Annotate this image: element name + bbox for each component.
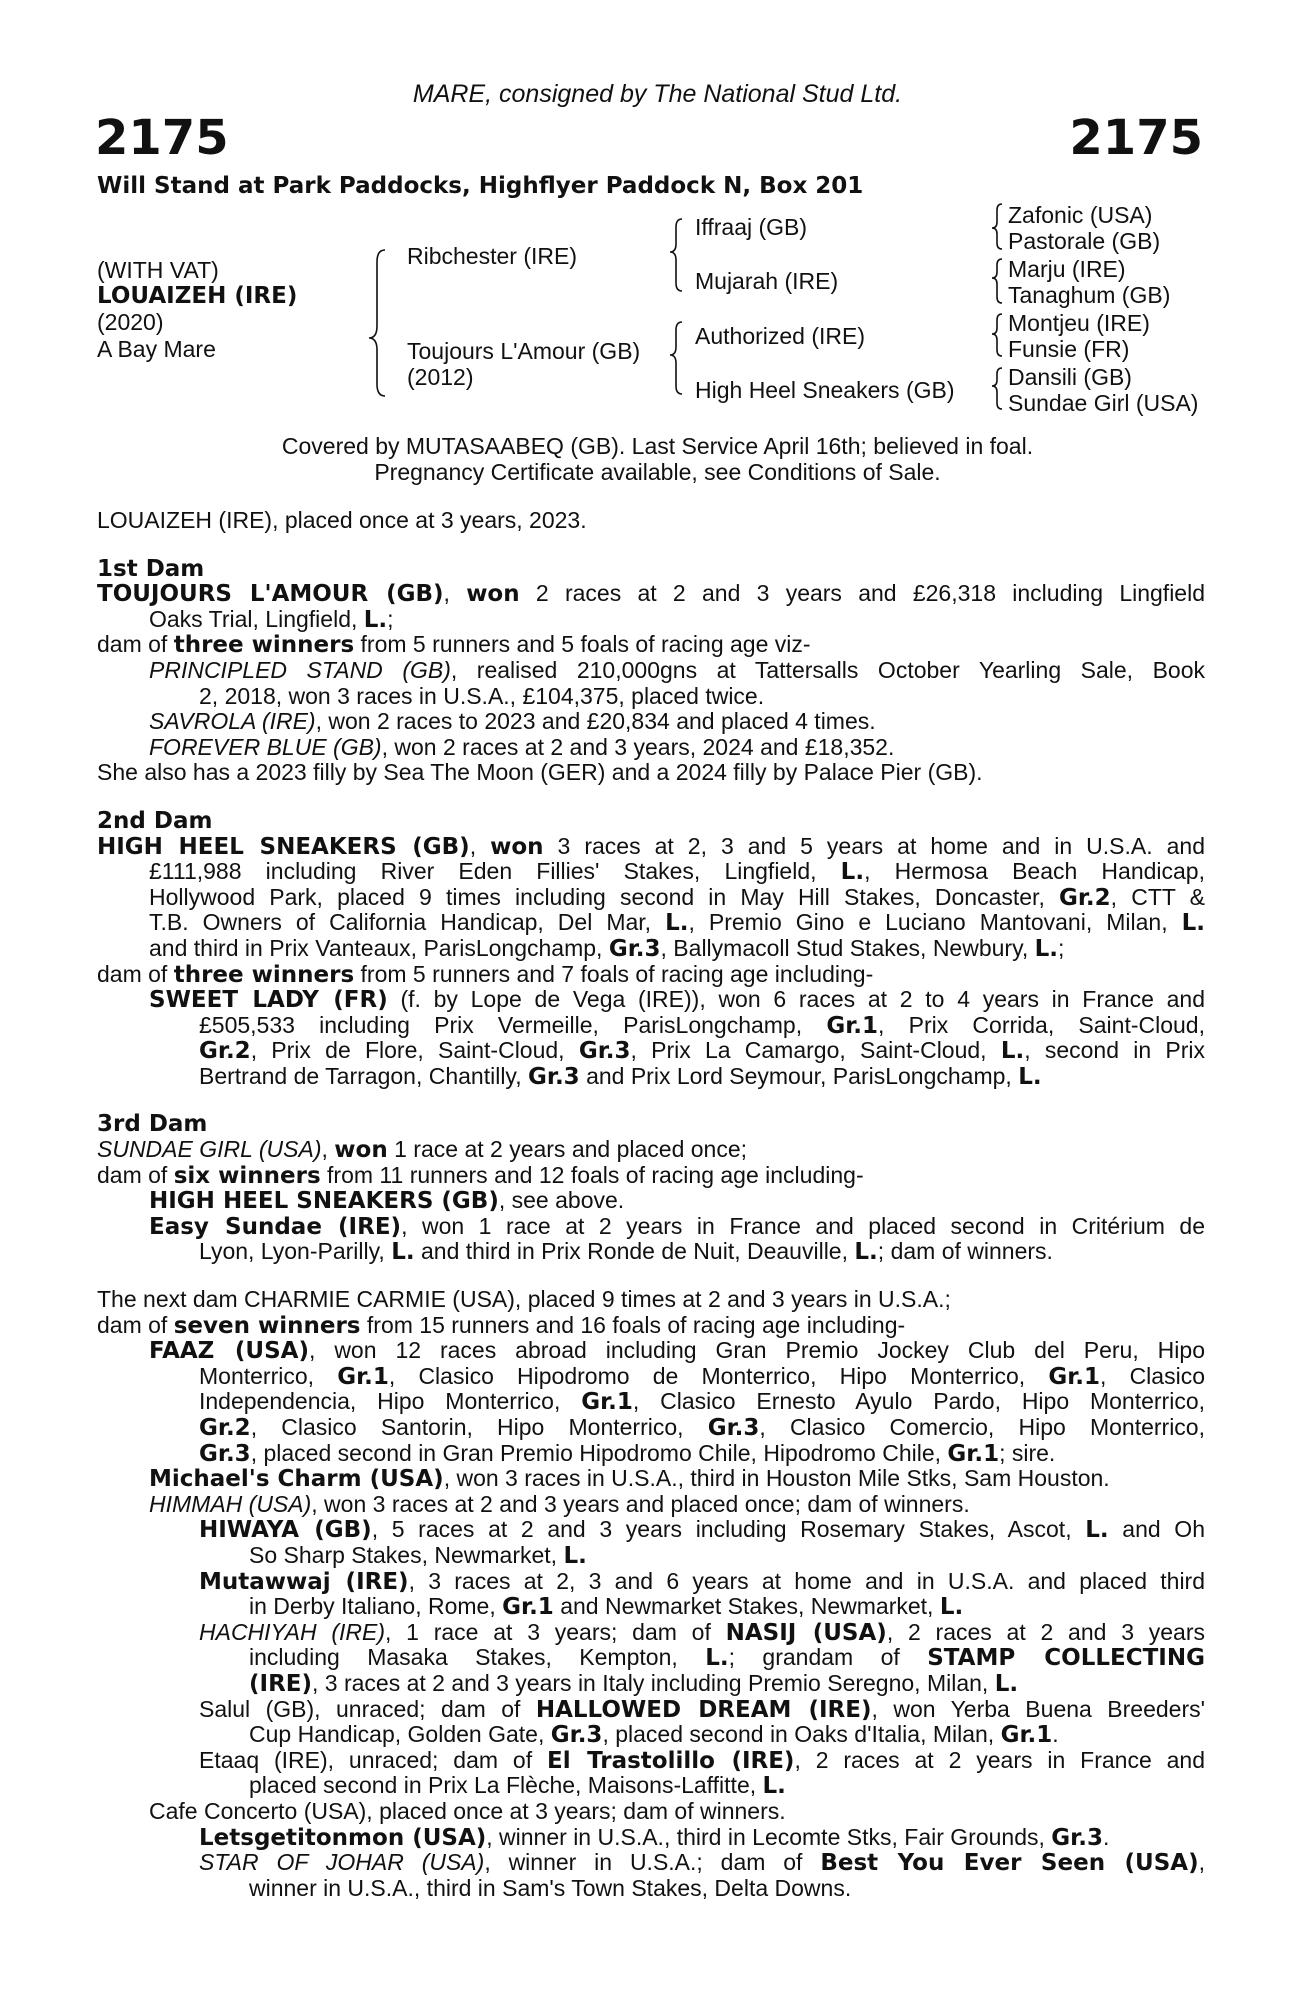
text-segment: , Premio Gino e Luciano Mantovani, Milan,	[688, 909, 1182, 936]
text-segment: Gr.1	[1048, 1363, 1101, 1390]
text-line	[97, 760, 1205, 786]
text-segment: SAVROLA (IRE)	[149, 708, 316, 735]
text-segment: Gr.2	[1058, 884, 1111, 911]
text-segment: Cafe Concerto (USA), placed once at 3 years; dam of winners.	[149, 1797, 786, 1824]
text-segment: dam of	[97, 1311, 174, 1338]
text-segment: PRINCIPLED STAND (GB)	[149, 656, 451, 683]
text-segment: Bertrand de Tarragon, Chantilly,	[199, 1062, 528, 1089]
text-segment: HIGH HEEL SNEAKERS (GB)	[149, 1188, 499, 1215]
text-segment: , Clasico	[1100, 1362, 1205, 1389]
text-segment: from 11 runners and 12 foals of racing age including-	[320, 1161, 864, 1188]
text-line	[97, 1645, 1205, 1671]
text-line	[97, 709, 1205, 735]
text-segment: in Derby Italiano, Rome,	[249, 1593, 503, 1620]
horse-name: LOUAIZEH (IRE)	[97, 283, 298, 309]
dam-sire: Authorized (IRE)	[695, 323, 866, 349]
text-segment: Independencia, Hipo Monterrico,	[199, 1388, 582, 1415]
lot-number-left: 2175	[95, 110, 229, 166]
covered-line-2: Pregnancy Certificate available, see Conditions of Sale.	[374, 459, 941, 485]
covered-line-1: Covered by MUTASAABEQ (GB). Last Service April 16th; believed in foal.	[281, 433, 1034, 459]
text-segment: , Prix Corrida, Saint-Cloud,	[878, 1011, 1205, 1038]
ancestor-dsd: Funsie (FR)	[1008, 336, 1130, 362]
catalogue-body	[97, 508, 1205, 1901]
text-segment: , won 1 race at 2 years in France and placed second in Critérium de	[401, 1212, 1205, 1239]
text-segment: , Clasico Comercio, Hipo Monterrico,	[759, 1414, 1205, 1440]
text-segment: Monterrico,	[199, 1362, 338, 1389]
text-segment: Gr.1	[581, 1389, 633, 1416]
text-segment: , Prix de Flore, Saint-Cloud,	[250, 1037, 579, 1064]
text-line	[97, 1064, 1205, 1090]
text-line	[97, 834, 1205, 860]
text-segment: , won Yerba Buena Breeders'	[871, 1695, 1205, 1722]
text-segment: £111,988 including River Eden Fillies' Stakes, Lingfield,	[149, 858, 841, 885]
sire-dam: Mujarah (IRE)	[695, 268, 839, 294]
paragraph-gap	[97, 1089, 1205, 1111]
text-segment: Gr.3	[1051, 1824, 1103, 1851]
text-segment: HIGH HEEL SNEAKERS (GB)	[97, 833, 470, 860]
dam-dam: High Heel Sneakers (GB)	[695, 377, 955, 403]
text-segment: Oaks Trial, Lingfield,	[149, 605, 364, 632]
text-line	[97, 987, 1205, 1013]
text-segment: ; grandam of	[728, 1644, 928, 1671]
text-line	[97, 1415, 1205, 1441]
text-line	[97, 658, 1205, 684]
text-segment: Gr.3	[608, 935, 661, 962]
text-segment: 1 race at 2 years and placed once;	[387, 1136, 748, 1163]
text-segment: L.	[705, 1645, 729, 1672]
ancestor-dds: Dansili (GB)	[1008, 364, 1132, 390]
text-segment: L.	[1181, 910, 1205, 937]
text-line	[97, 1287, 1205, 1313]
text-line	[97, 936, 1205, 962]
text-segment: , 3 races at 2 and 3 years in Italy including Premio Seregno, Milan,	[312, 1669, 995, 1696]
text-segment: Gr.3	[550, 1722, 603, 1749]
text-segment: , CTT &	[1110, 883, 1205, 910]
text-segment: , 1 race at 3 years; dam of	[385, 1618, 726, 1645]
text-segment: HIWAYA (GB)	[199, 1517, 372, 1544]
text-line	[97, 859, 1205, 885]
text-segment: .	[1102, 1823, 1110, 1850]
text-segment: Gr.1	[826, 1012, 879, 1039]
text-segment: won	[466, 581, 520, 608]
text-segment: FAAZ (USA)	[149, 1338, 309, 1365]
text-line	[97, 1876, 1205, 1902]
ancestor-sss: Zafonic (USA)	[1008, 202, 1153, 228]
text-line	[97, 607, 1205, 633]
text-segment: Letsgetitonmon (USA)	[199, 1824, 487, 1851]
text-segment: HIMMAH (USA)	[149, 1490, 312, 1517]
text-segment: three winners	[173, 961, 355, 988]
text-segment: Gr.1	[337, 1363, 389, 1390]
text-segment: three winners	[173, 632, 355, 659]
text-segment: , 2 races at 2 and 3 years	[886, 1618, 1205, 1645]
text-line	[97, 1441, 1205, 1467]
text-segment: ,	[1198, 1849, 1205, 1876]
text-segment: ;	[1058, 934, 1065, 961]
text-segment: , won 12 races abroad including Gran Premio Jockey Club del Peru, Hipo	[308, 1337, 1205, 1364]
text-line	[97, 1214, 1205, 1240]
ancestor-ssd: Pastorale (GB)	[1008, 228, 1161, 254]
stabling-location: Will Stand at Park Paddocks, Highflyer Paddock N, Box 201	[97, 173, 864, 199]
text-segment: won	[490, 833, 544, 860]
text-segment: , 3 races at 2, 3 and 6 years at home and in U.S.A. and placed third	[408, 1567, 1206, 1594]
text-line	[97, 1013, 1205, 1039]
text-segment: and Prix Lord Seymour, ParisLongchamp,	[579, 1062, 1019, 1089]
text-segment: Gr.1	[947, 1440, 1000, 1467]
consignor-line: MARE, consigned by The National Stud Ltd.	[412, 80, 903, 108]
text-segment: The next dam CHARMIE CARMIE (USA), placed 9 times at 2 and 3 years in U.S.A.;	[97, 1286, 951, 1313]
ancestor-sds: Marju (IRE)	[1008, 256, 1126, 282]
text-segment: dam of	[97, 1161, 174, 1188]
text-line	[97, 1239, 1205, 1265]
text-segment: Cup Handicap, Golden Gate,	[249, 1721, 551, 1748]
text-line	[97, 632, 1205, 658]
text-segment: Mutawwaj (IRE)	[199, 1568, 409, 1595]
text-line	[97, 1389, 1205, 1415]
text-segment: , Hermosa Beach Handicap,	[864, 858, 1205, 885]
text-segment: HALLOWED DREAM (IRE)	[535, 1696, 872, 1723]
text-segment: and Newmarket Stakes, Newmarket,	[553, 1593, 940, 1620]
text-segment: from 5 runners and 5 foals of racing age viz-	[354, 631, 811, 658]
covered-note	[0, 433, 1315, 485]
text-segment: TOUJOURS L'AMOUR (GB)	[97, 581, 444, 608]
text-segment: Gr.3	[199, 1440, 251, 1467]
text-segment: 2 races at 2 and 3 years and £26,318 including Lingfield	[519, 580, 1205, 607]
text-segment: She also has a 2023 filly by Sea The Moon (GER) and a 2024 filly by Palace Pier (GB).	[97, 759, 983, 786]
text-segment: Hollywood Park, placed 9 times including second in May Hill Stakes, Doncaster,	[149, 883, 1059, 910]
text-segment: L.	[363, 606, 388, 633]
text-line	[97, 735, 1205, 761]
text-segment: Easy Sundae (IRE)	[149, 1213, 402, 1240]
ancestor-sdd: Tanaghum (GB)	[1008, 282, 1171, 308]
text-segment: L.	[762, 1773, 786, 1800]
text-segment: 3 races at 2, 3 and 5 years at home and in U.S.A. and	[543, 832, 1206, 859]
vat-note: (WITH VAT)	[97, 257, 219, 283]
text-segment: dam of	[97, 631, 174, 658]
ancestor-dss: Montjeu (IRE)	[1008, 310, 1150, 336]
text-segment: 3rd Dam	[97, 1111, 208, 1138]
text-segment: LOUAIZEH (IRE), placed once at 3 years, 2023.	[97, 507, 587, 533]
text-segment: 2, 2018, won 3 races in U.S.A., £104,375, placed twice.	[199, 682, 765, 709]
text-line	[97, 1313, 1205, 1339]
text-segment: , winner in U.S.A.; dam of	[484, 1849, 821, 1876]
text-segment: HACHIYAH (IRE)	[199, 1618, 386, 1645]
text-segment: L.	[994, 1670, 1019, 1697]
text-segment: £505,533 including Prix Vermeille, ParisLongchamp,	[199, 1011, 827, 1038]
text-line	[97, 1799, 1205, 1825]
text-line	[97, 1850, 1205, 1876]
text-segment: Gr.3	[707, 1415, 760, 1441]
text-segment: Etaaq (IRE), unraced; dam of	[199, 1746, 547, 1773]
dam-name: Toujours L'Amour (GB)	[407, 338, 641, 364]
text-segment: , won 3 races in U.S.A., third in Houston Mile Stks, Sam Houston.	[443, 1465, 1110, 1492]
text-segment: , winner in U.S.A., third in Lecomte Stks, Fair Grounds,	[486, 1823, 1052, 1850]
text-segment: , Clasico Ernesto Ayulo Pardo, Hipo Monterrico,	[632, 1388, 1206, 1415]
text-segment: from 5 runners and 7 foals of racing age including-	[354, 960, 874, 987]
text-line	[97, 910, 1205, 936]
text-segment: , see above.	[498, 1187, 625, 1214]
sire-sire: Iffraaj (GB)	[695, 214, 808, 240]
text-segment: Lyon, Lyon-Parilly,	[199, 1238, 392, 1265]
text-segment: , second in Prix	[1024, 1037, 1205, 1064]
paragraph-gap	[97, 1265, 1205, 1287]
foaling-year: (2020)	[97, 309, 164, 335]
text-segment: , Clasico Hipodromo de Monterrico, Hipo Monterrico,	[388, 1362, 1049, 1389]
text-segment: SWEET LADY (FR)	[149, 987, 388, 1014]
text-line	[97, 808, 1205, 834]
text-segment: , won 2 races to 2023 and £20,834 and placed 4 times.	[315, 708, 876, 735]
text-segment: 2nd Dam	[97, 807, 213, 834]
text-line	[97, 1671, 1205, 1697]
text-segment: six winners	[173, 1162, 321, 1189]
sire-name: Ribchester (IRE)	[407, 243, 577, 269]
text-segment: L.	[1018, 1063, 1042, 1090]
text-segment: SUNDAE GIRL (USA)	[97, 1136, 322, 1163]
horse-description: A Bay Mare	[97, 336, 216, 362]
text-segment: , placed second in Gran Premio Hipodromo Chile, Hipodromo Chile,	[250, 1439, 948, 1466]
text-segment: L.	[1000, 1038, 1025, 1065]
text-segment: placed second in Prix La Flèche, Maisons-Laffitte,	[249, 1772, 763, 1799]
text-line	[97, 962, 1205, 988]
text-segment: ,	[321, 1136, 335, 1163]
text-segment: ;	[387, 605, 394, 632]
text-line	[97, 1697, 1205, 1723]
text-line	[97, 1748, 1205, 1774]
text-segment: , Prix La Camargo, Saint-Cloud,	[630, 1037, 1001, 1064]
text-segment: L.	[840, 859, 865, 886]
text-segment: from 15 runners and 16 foals of racing age including-	[360, 1311, 906, 1338]
text-segment: , 2 races at 2 years in France and	[794, 1746, 1205, 1773]
text-segment: , Ballymacoll Stud Stakes, Newbury,	[660, 934, 1035, 961]
text-segment: Best You Ever Seen (USA)	[820, 1850, 1199, 1877]
text-line	[97, 684, 1205, 710]
text-line	[97, 581, 1205, 607]
text-segment: and third in Prix Vanteaux, ParisLongchamp,	[149, 934, 609, 961]
paragraph-gap	[97, 534, 1205, 556]
text-segment: 1st Dam	[97, 555, 205, 582]
text-segment: Gr.2	[199, 1415, 251, 1441]
text-line	[97, 1825, 1205, 1851]
text-segment: dam of	[97, 960, 174, 987]
paragraph-gap	[97, 786, 1205, 808]
text-segment: T.B. Owners of California Handicap, Del Mar,	[149, 909, 666, 936]
text-segment: .	[1052, 1721, 1059, 1748]
text-segment: , won 3 races at 2 and 3 years and placed once; dam of winners.	[311, 1490, 970, 1517]
text-segment: ; dam of winners.	[877, 1238, 1053, 1265]
text-segment: Gr.2	[199, 1038, 251, 1065]
ancestor-ddd: Sundae Girl (USA)	[1008, 390, 1199, 416]
text-line	[97, 1492, 1205, 1518]
text-segment: and third in Prix Ronde de Nuit, Deauville,	[414, 1238, 855, 1265]
text-segment: winner in U.S.A., third in Sam's Town Stakes, Delta Downs.	[249, 1874, 852, 1901]
text-segment: So Sharp Stakes, Newmarket,	[249, 1541, 564, 1568]
text-segment: STAR OF JOHAR (USA)	[199, 1849, 485, 1876]
text-segment: L.	[854, 1239, 878, 1266]
text-segment: and Oh	[1108, 1516, 1205, 1543]
text-line	[97, 1188, 1205, 1214]
text-segment: including Masaka Stakes, Kempton,	[249, 1644, 706, 1671]
text-segment: seven winners	[173, 1312, 361, 1339]
text-segment: Salul (GB), unraced; dam of	[199, 1695, 536, 1722]
text-line	[97, 1722, 1205, 1748]
text-line	[97, 1543, 1205, 1569]
text-line	[97, 1620, 1205, 1646]
text-line	[97, 1517, 1205, 1543]
text-line	[97, 1364, 1205, 1390]
text-line	[97, 1111, 1205, 1137]
text-line	[97, 508, 1205, 534]
text-segment: L.	[939, 1594, 964, 1621]
text-line	[97, 1594, 1205, 1620]
text-segment: ,	[469, 832, 491, 859]
text-line	[97, 1137, 1205, 1163]
text-segment: L.	[1085, 1517, 1109, 1544]
text-segment: Gr.1	[1000, 1722, 1053, 1749]
text-line	[97, 885, 1205, 911]
text-line	[97, 1038, 1205, 1064]
text-segment: , realised 210,000gns at Tattersalls October Yearling Sale, Book	[450, 656, 1205, 683]
text-segment: STAMP COLLECTING	[927, 1645, 1205, 1672]
text-segment: Gr.1	[502, 1594, 554, 1621]
text-segment: (f. by Lope de Vega (IRE)), won 6 races at 2 to 4 years in France and	[387, 986, 1205, 1013]
text-segment: ; sire.	[999, 1439, 1056, 1466]
dam-year: (2012)	[407, 364, 474, 390]
text-segment: FOREVER BLUE (GB)	[149, 733, 382, 760]
text-segment: L.	[391, 1239, 415, 1266]
text-segment: , placed second in Oaks d'Italia, Milan,	[602, 1721, 1001, 1748]
text-segment: (IRE)	[249, 1670, 313, 1697]
text-segment: El Trastolillo (IRE)	[547, 1747, 795, 1774]
text-segment: L.	[563, 1542, 587, 1569]
text-line	[97, 1773, 1205, 1799]
text-line	[97, 1569, 1205, 1595]
text-segment: NASIJ (USA)	[725, 1619, 887, 1646]
text-line	[97, 1338, 1205, 1364]
text-line	[97, 1163, 1205, 1189]
text-line	[97, 1466, 1205, 1492]
text-segment: Gr.3	[578, 1038, 631, 1065]
text-segment: won	[334, 1137, 388, 1164]
text-segment: , 5 races at 2 and 3 years including Rosemary Stakes, Ascot,	[371, 1516, 1086, 1543]
text-segment: L.	[665, 910, 689, 937]
text-line	[97, 556, 1205, 582]
text-segment: Michael's Charm (USA)	[149, 1466, 444, 1493]
text-segment: L.	[1034, 935, 1059, 962]
text-segment: , won 2 races at 2 and 3 years, 2024 and £18,352.	[381, 733, 895, 760]
text-segment: , Clasico Santorin, Hipo Monterrico,	[250, 1414, 708, 1440]
text-segment: Gr.3	[528, 1063, 580, 1090]
lot-number-right: 2175	[1069, 110, 1203, 166]
text-segment: ,	[443, 580, 467, 607]
